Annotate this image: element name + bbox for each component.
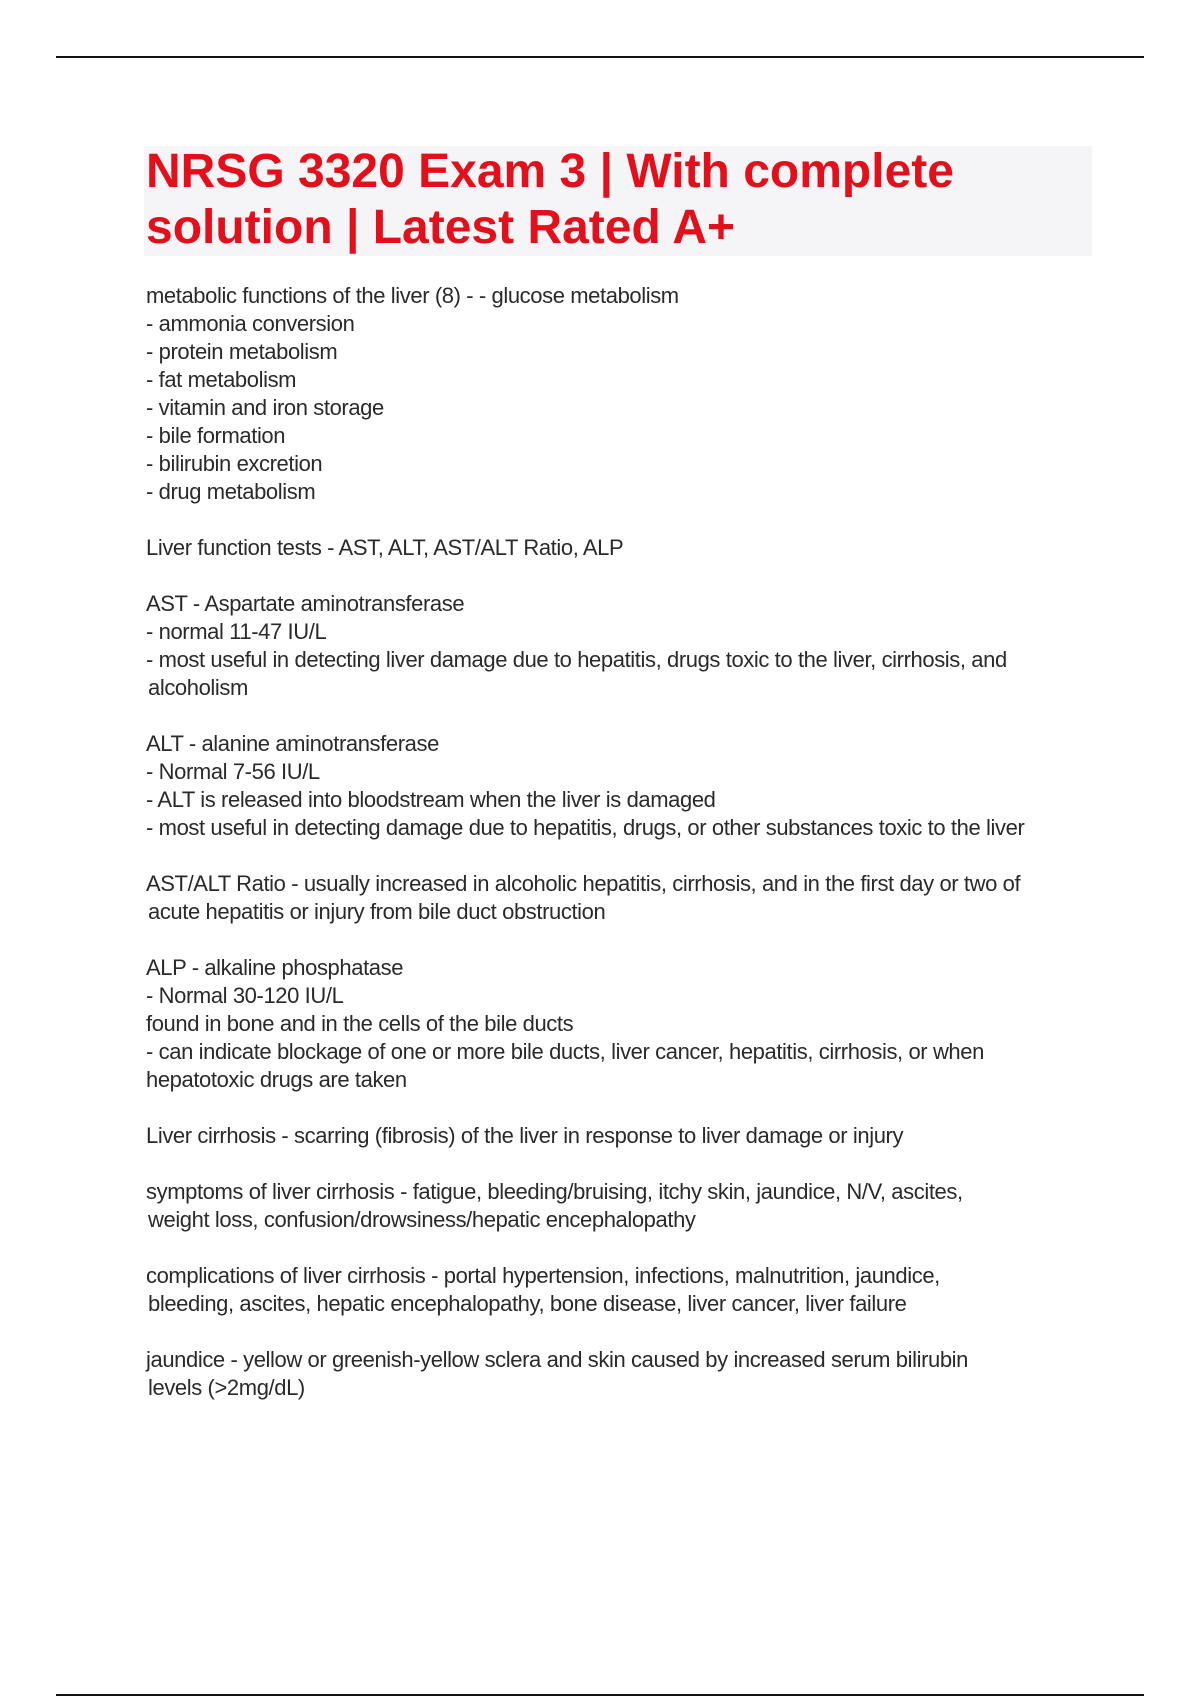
text-line: - can indicate blockage of one or more bile ducts, liver cancer, hepatitis, cirrhosis, or when (146, 1039, 984, 1064)
qa-paragraph (146, 534, 1096, 562)
text-line: - ammonia conversion (146, 311, 355, 336)
text-line: acute hepatitis or injury from bile duct obstruction (148, 899, 606, 924)
text-line: metabolic functions of the liver (8) - - glucose metabolism (146, 283, 679, 308)
qa-paragraph (146, 870, 1096, 926)
text-line: AST - Aspartate aminotransferase (146, 591, 465, 616)
text-line: jaundice - yellow or greenish-yellow sclera and skin caused by increased serum bilirubin (146, 1347, 968, 1372)
text-line: complications of liver cirrhosis - portal hypertension, infections, malnutrition, jaundice, (146, 1263, 940, 1288)
text-line: - Normal 30-120 IU/L (146, 983, 344, 1008)
document-title-line-2: solution | Latest Rated A+ (146, 201, 736, 254)
text-line: - protein metabolism (146, 339, 338, 364)
qa-paragraph (146, 1178, 1096, 1234)
text-line: hepatotoxic drugs are taken (146, 1067, 407, 1092)
qa-paragraph (146, 1262, 1096, 1318)
text-line: ALP - alkaline phosphatase (146, 955, 404, 980)
text-line: - most useful in detecting damage due to hepatitis, drugs, or other substances toxic to the liver (146, 815, 1025, 840)
text-line: Liver cirrhosis - scarring (fibrosis) of the liver in response to liver damage or injury (146, 1123, 904, 1148)
bottom-divider (56, 1694, 1144, 1696)
text-line: ALT - alanine aminotransferase (146, 731, 439, 756)
text-line: symptoms of liver cirrhosis - fatigue, bleeding/bruising, itchy skin, jaundice, N/V, ascites, (146, 1179, 963, 1204)
text-line: alcoholism (148, 675, 248, 700)
text-line: - ALT is released into bloodstream when the liver is damaged (146, 787, 716, 812)
qa-paragraph (146, 1346, 1096, 1402)
document-body (146, 282, 1096, 1430)
text-line: levels (>2mg/dL) (148, 1375, 305, 1400)
qa-paragraph (146, 1122, 1096, 1150)
text-line: found in bone and in the cells of the bile ducts (146, 1011, 574, 1036)
qa-paragraph (146, 730, 1096, 842)
document-title-line-1: NRSG 3320 Exam 3 | With complete (146, 145, 954, 198)
text-line: - most useful in detecting liver damage due to hepatitis, drugs toxic to the liver, cirrhosis, and (146, 647, 1007, 672)
qa-paragraph (146, 954, 1096, 1094)
text-line: - fat metabolism (146, 367, 297, 392)
text-line: AST/ALT Ratio - usually increased in alcoholic hepatitis, cirrhosis, and in the first day or two of (146, 871, 1021, 896)
text-line: - vitamin and iron storage (146, 395, 384, 420)
qa-paragraph (146, 590, 1096, 702)
text-line: bleeding, ascites, hepatic encephalopathy, bone disease, liver cancer, liver failure (148, 1291, 907, 1316)
text-line: - Normal 7-56 IU/L (146, 759, 320, 784)
top-divider (56, 56, 1144, 58)
text-line: Liver function tests - AST, ALT, AST/ALT Ratio, ALP (146, 535, 624, 560)
text-line: - drug metabolism (146, 479, 316, 504)
text-line: - bile formation (146, 423, 286, 448)
text-line: - normal 11-47 IU/L (146, 619, 327, 644)
text-line: weight loss, confusion/drowsiness/hepatic encephalopathy (148, 1207, 696, 1232)
text-line: - bilirubin excretion (146, 451, 323, 476)
qa-paragraph (146, 282, 1096, 506)
